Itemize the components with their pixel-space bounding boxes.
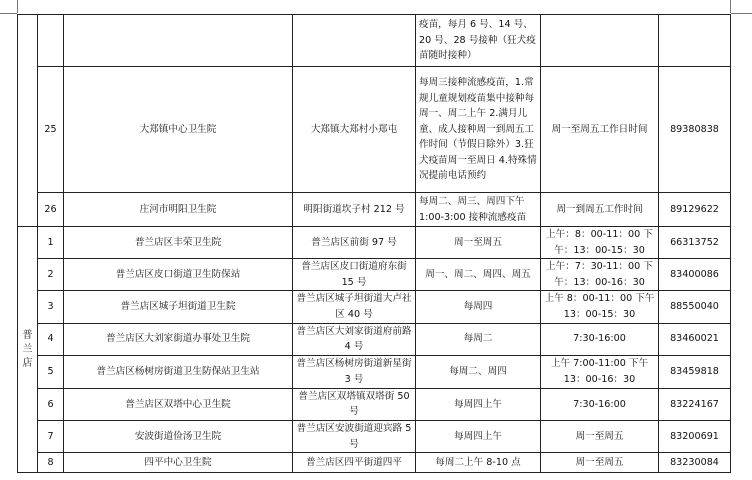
table-row bbox=[18, 193, 731, 227]
phone-number: 66313752 bbox=[659, 227, 731, 259]
working-hours: 上午：7：30-11：00 下午：13：00-16：30 bbox=[541, 259, 659, 291]
table-row bbox=[18, 291, 731, 323]
vaccination-schedule: 疫苗，每月 6 号、14 号、20 号、28 号接种（狂犬疫苗随时接种） bbox=[416, 15, 541, 67]
table-row bbox=[18, 259, 731, 291]
working-hours: 上午 7:00-11:00 下午 13：00-16：30 bbox=[541, 355, 659, 388]
phone-number: 89129622 bbox=[659, 193, 731, 227]
site-address: 普兰店区大刘家街道府前路 4 号 bbox=[293, 323, 416, 355]
vaccination-schedule: 每周三接种流感疫苗，1.常规儿童规划疫苗集中接种每周一、周二上午 2.满月儿童、成人接种周一到周五工作时间（节假日除外）3.狂犬疫苗周一至周日 4.特殊情况提前电话预约 bbox=[416, 67, 541, 193]
crop-mark-top-left-v bbox=[17, 0, 18, 13]
district-label: 普 兰 店 bbox=[18, 227, 38, 473]
working-hours: 上午 8：00-11：00 下午 13：00-15：30 bbox=[541, 291, 659, 323]
site-name: 普兰店区大刘家街道办事处卫生院 bbox=[64, 323, 293, 355]
site-address: 普兰店区四平街道四平 bbox=[293, 453, 416, 473]
phone-number: 83400086 bbox=[659, 259, 731, 291]
phone-number: 83200691 bbox=[659, 420, 731, 452]
site-name: 四平中心卫生院 bbox=[64, 453, 293, 473]
row-number: 4 bbox=[38, 323, 64, 355]
site-name: 普兰店区丰荣卫生院 bbox=[64, 227, 293, 259]
row-number: 6 bbox=[38, 388, 64, 420]
table-row bbox=[18, 67, 731, 193]
row-number: 5 bbox=[38, 355, 64, 388]
site-name: 普兰店区城子坦街道卫生院 bbox=[64, 291, 293, 323]
crop-mark-top-right-h bbox=[731, 13, 752, 14]
vaccination-schedule: 每周二 bbox=[416, 323, 541, 355]
site-address: 普兰店区皮口街道府东街 15 号 bbox=[293, 259, 416, 291]
site-address: 大郑镇大郑村小郑屯 bbox=[293, 67, 416, 193]
vaccination-schedule: 周一至周五 bbox=[416, 227, 541, 259]
working-hours: 周一至周五工作日时间 bbox=[541, 67, 659, 193]
row-number: 26 bbox=[38, 193, 64, 227]
table-row bbox=[18, 453, 731, 473]
vaccination-schedule: 每周四 bbox=[416, 291, 541, 323]
site-name: 安波街道俭汤卫生院 bbox=[64, 420, 293, 452]
table-row bbox=[18, 388, 731, 420]
working-hours: 上午：8：00-11：00 下午：13：00-15：30 bbox=[541, 227, 659, 259]
district-cell-empty bbox=[18, 15, 38, 227]
vaccination-schedule: 周一、周二、周四、周五 bbox=[416, 259, 541, 291]
vaccination-schedule: 每周四上午 bbox=[416, 420, 541, 452]
site-address: 普兰店区城子坦街道大卢社区 40 号 bbox=[293, 291, 416, 323]
crop-mark-top-right-v bbox=[730, 0, 731, 13]
vaccination-schedule: 每周四上午 bbox=[416, 388, 541, 420]
site-name: 普兰店区皮口街道卫生防保站 bbox=[64, 259, 293, 291]
working-hours: 7:30-16:00 bbox=[541, 323, 659, 355]
row-number: 8 bbox=[38, 453, 64, 473]
vaccination-sites-table bbox=[17, 14, 731, 473]
table-row bbox=[18, 15, 731, 67]
phone-number: 83230084 bbox=[659, 453, 731, 473]
phone-number bbox=[659, 15, 731, 67]
working-hours: 周一至周五 bbox=[541, 420, 659, 452]
row-number: 25 bbox=[38, 67, 64, 193]
vaccination-schedule: 每周二上午 8-10 点 bbox=[416, 453, 541, 473]
working-hours: 周一到周五工作时间 bbox=[541, 193, 659, 227]
table-row bbox=[18, 355, 731, 388]
phone-number: 88550040 bbox=[659, 291, 731, 323]
site-name: 庄河市明阳卫生院 bbox=[64, 193, 293, 227]
phone-number: 83459818 bbox=[659, 355, 731, 388]
site-address: 普兰店区前街 97 号 bbox=[293, 227, 416, 259]
table-row bbox=[18, 323, 731, 355]
crop-mark-top-left-h bbox=[0, 13, 17, 14]
working-hours: 周一至周五 bbox=[541, 453, 659, 473]
row-number: 7 bbox=[38, 420, 64, 452]
site-address: 普兰店区杨树房街道新星街 3 号 bbox=[293, 355, 416, 388]
phone-number: 89380838 bbox=[659, 67, 731, 193]
site-address: 明阳街道坎子村 212 号 bbox=[293, 193, 416, 227]
table-row bbox=[18, 227, 731, 259]
row-number: 3 bbox=[38, 291, 64, 323]
site-name: 普兰店区双塔中心卫生院 bbox=[64, 388, 293, 420]
row-number bbox=[38, 15, 64, 67]
site-name bbox=[64, 15, 293, 67]
site-address bbox=[293, 15, 416, 67]
working-hours bbox=[541, 15, 659, 67]
phone-number: 83460021 bbox=[659, 323, 731, 355]
row-number: 1 bbox=[38, 227, 64, 259]
working-hours: 7:30-16:00 bbox=[541, 388, 659, 420]
vaccination-schedule: 每周二、周三、周四下午 1:00-3:00 接种流感疫苗 bbox=[416, 193, 541, 227]
vaccination-schedule: 每周二、周四 bbox=[416, 355, 541, 388]
table-row bbox=[18, 420, 731, 452]
site-address: 普兰店区安波街道迎宾路 5 号 bbox=[293, 420, 416, 452]
site-name: 大郑镇中心卫生院 bbox=[64, 67, 293, 193]
site-name: 普兰店区杨树房街道卫生防保站卫生站 bbox=[64, 355, 293, 388]
site-address: 普兰店区双塔镇双塔街 50 号 bbox=[293, 388, 416, 420]
phone-number: 83224167 bbox=[659, 388, 731, 420]
row-number: 2 bbox=[38, 259, 64, 291]
